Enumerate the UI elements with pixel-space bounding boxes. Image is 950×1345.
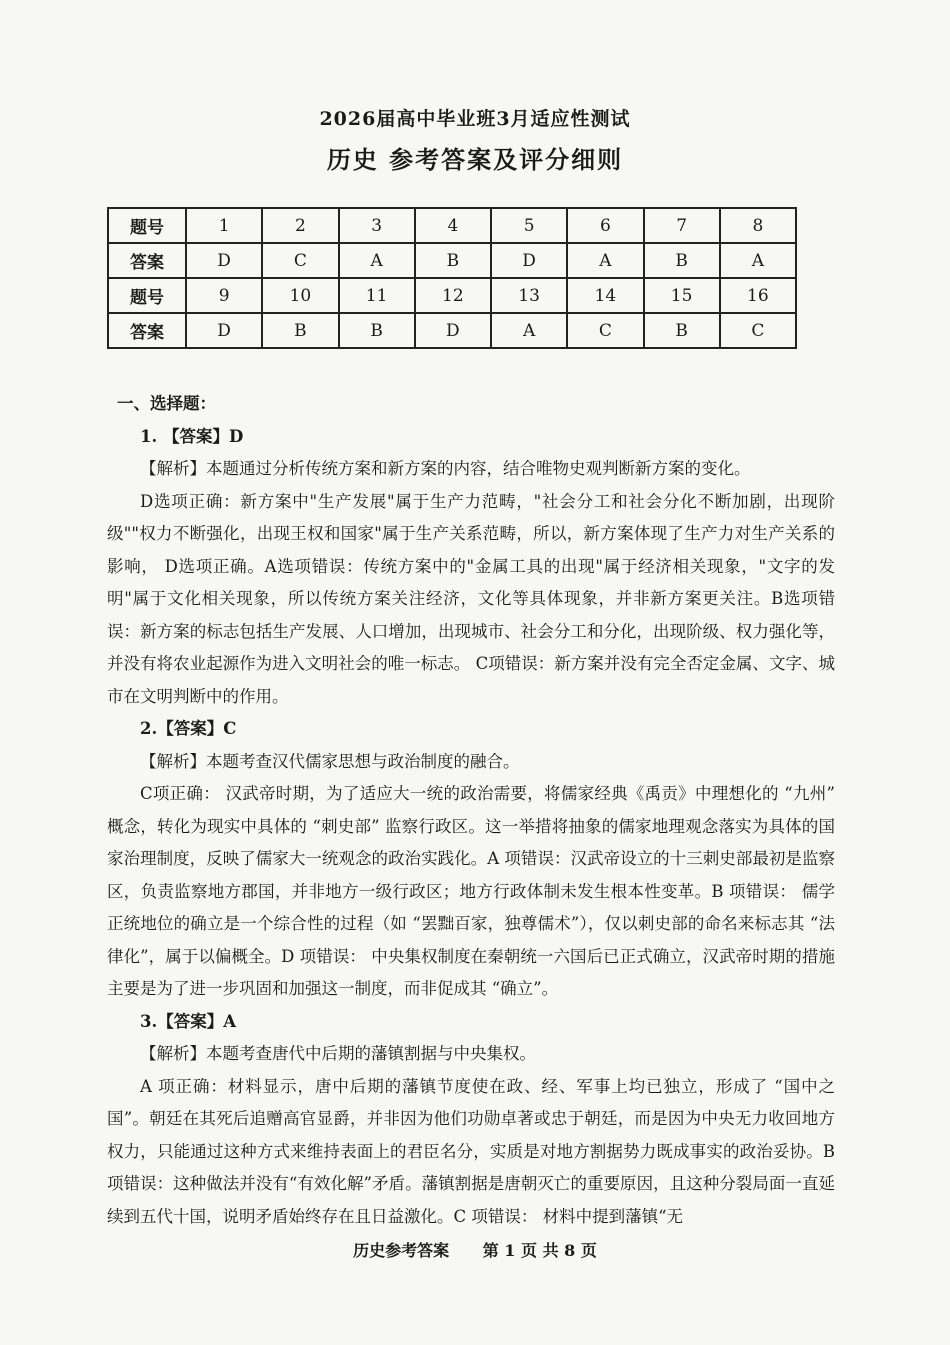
exam-title: 2026届高中毕业班3月适应性测试 <box>319 108 631 130</box>
answer-cell: 11 <box>339 278 415 313</box>
answer-cell: B <box>644 313 720 348</box>
row-label: 题号 <box>108 278 186 313</box>
question-heading: 2.【答案】C <box>140 719 237 738</box>
answer-cell: 3 <box>339 208 415 243</box>
question-heading: 1. 【答案】D <box>140 426 244 446</box>
answer-cell: D <box>491 243 567 278</box>
answer-cell: C <box>567 313 643 348</box>
answer-cell: 4 <box>415 208 491 243</box>
footer-page-number: 第 1 页 共 8 页 <box>482 1241 597 1260</box>
question-detail: C项正确： 汉武帝时期，为了适应大一统的政治需要，将儒家经典《禹贡》中理想化的 “九州” 概念，转化为现实中具体的 “刺史部” 监察行政区。这一举措将抽象的儒家地理观念落实为具体的国家治理制度，反映了儒家大一统观念的政治实践化。A 项错误：汉武帝设立的十三刺史部最初是监察区，负责监察地方郡国，并非地方一级行政区；地方行政体制未发生根本性变革。B 项错误： 儒学正统地位的确立是一个综合性的过程（如 “罢黜百家，独尊儒术”），仅以刺史部的命名来标志其 “法律化”，属于以偏概全。D 项错误： 中央集权制度在秦朝统一六国后已正式确立，汉武帝时期的措施主要是为了进一步巩固和加强这一制度，而非促成其 “确立”。 <box>107 784 835 998</box>
answer-cell: 16 <box>720 278 796 313</box>
answer-cell: 1 <box>186 208 262 243</box>
document-title: 历史 参考答案及评分细则 <box>326 145 624 174</box>
page-footer <box>0 1238 950 1261</box>
answer-cell: 14 <box>567 278 643 313</box>
answer-cell: 6 <box>567 208 643 243</box>
answer-cell: 15 <box>644 278 720 313</box>
answer-cell: B <box>644 243 720 278</box>
row-label: 题号 <box>108 208 186 243</box>
answer-cell: 12 <box>415 278 491 313</box>
question-detail: D选项正确：新方案中"生产发展"属于生产力范畴，"社会分工和社会分化不断加剧，出现阶级""权力不断强化，出现王权和国家"属于生产关系范畴，所以，新方案体现了生产力对生产关系的影响， D选项正确。A选项错误：传统方案中的"金属工具的出现"属于经济相关现象，"文字的发明"属于文化相关现象，所以传统方案关注经济，文化等具体现象，并非新方案更关注。B选项错误：新方案的标志包括生产发展、人口增加，出现城市、社会分工和分化，出现阶级、权力强化等，并没有将农业起源作为进入文明社会的唯一标志。 C项错误：新方案并没有完全否定金属、文字、城市在文明判断中的作用。 <box>107 491 835 706</box>
question-heading: 3.【答案】A <box>140 1011 237 1031</box>
answer-cell: 2 <box>262 208 338 243</box>
answer-table-row <box>108 243 796 278</box>
answer-cell: 8 <box>720 208 796 243</box>
answer-table-row <box>108 278 796 313</box>
analysis-body <box>107 388 835 1233</box>
question-analysis: 【解析】本题考查汉代儒家思想与政治制度的融合。 <box>140 751 520 771</box>
question-analysis: 【解析】本题考查唐代中后期的藩镇割据与中央集权。 <box>140 1044 536 1063</box>
row-label: 答案 <box>108 243 186 278</box>
answer-table-row <box>108 208 796 243</box>
answer-table-row <box>108 313 796 348</box>
question-analysis: 【解析】本题通过分析传统方案和新方案的内容，结合唯物史观判断新方案的变化。 <box>140 459 751 478</box>
answer-cell: A <box>339 243 415 278</box>
answer-cell: D <box>186 313 262 348</box>
answer-cell: 7 <box>644 208 720 243</box>
answer-cell: 10 <box>262 278 338 313</box>
answer-table <box>107 207 797 349</box>
section-title: 一、选择题： <box>117 394 216 413</box>
answer-cell: C <box>720 313 796 348</box>
answer-cell: D <box>415 313 491 348</box>
answer-cell: B <box>339 313 415 348</box>
answer-cell: D <box>186 243 262 278</box>
question-detail: A 项正确：材料显示，唐中后期的藩镇节度使在政、经、军事上均已独立，形成了 “国中之国”。朝廷在其死后追赠高官显爵，并非因为他们功勋卓著或忠于朝廷，而是因为中央无力收回地方权力，只能通过这种方式来维持表面上的君臣名分，实质是对地方割据势力既成事实的政治妥协。B 项错误：这种做法并没有“有效化解”矛盾。藩镇割据是唐朝灭亡的重要原因，且这种分裂局面一直延续到五代十国，说明矛盾始终存在且日益激化。C 项错误： 材料中提到藩镇“无 <box>107 1076 835 1226</box>
answer-cell: A <box>720 243 796 278</box>
answer-cell: 9 <box>186 278 262 313</box>
answer-cell: C <box>262 243 338 278</box>
answer-cell: 5 <box>491 208 567 243</box>
answer-cell: B <box>415 243 491 278</box>
answer-cell: A <box>491 313 567 348</box>
answer-cell: A <box>567 243 643 278</box>
answer-cell: B <box>262 313 338 348</box>
footer-subject: 历史参考答案 <box>353 1241 450 1260</box>
row-label: 答案 <box>108 313 186 348</box>
answer-cell: 13 <box>491 278 567 313</box>
